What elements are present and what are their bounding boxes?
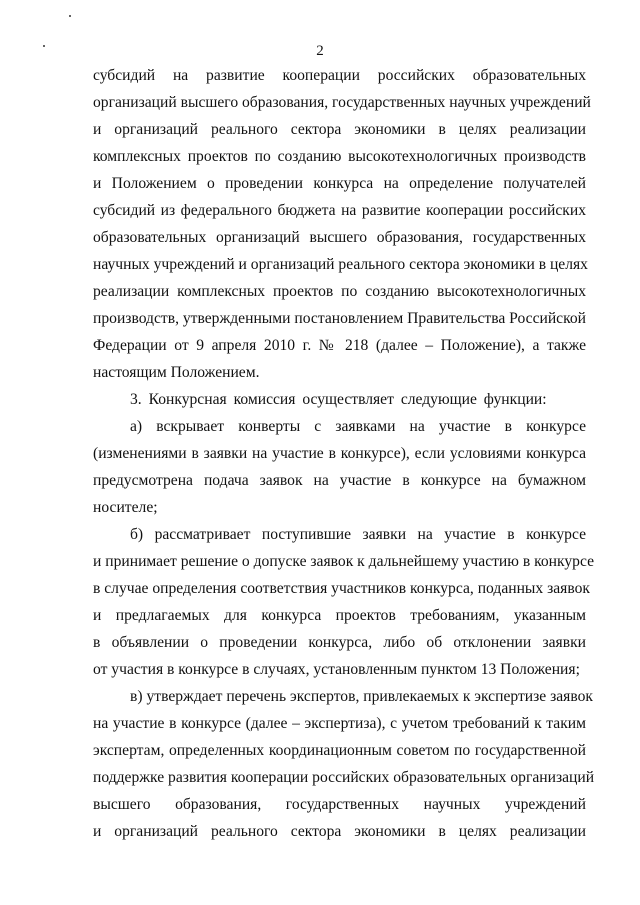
text-line: высшего образования, государственных научных учреждений [93,796,586,813]
text-line: и предлагаемых для конкурса проектов требованиям, указанным [93,607,586,624]
text-line: в случае определения соответствия участников конкурса, поданных заявок [93,580,590,597]
text-line: предусмотрена подача заявок на участие в конкурсе на бумажном [93,472,586,489]
page-number: 2 [316,43,324,59]
text-line: носителе; [93,499,158,516]
text-line: настоящим Положением. [93,364,260,381]
text-line: образовательных организаций высшего образования, государственных [93,229,586,246]
text-line: реализации комплексных проектов по созданию высокотехнологичных [93,283,586,300]
text-line: и Положением о проведении конкурса на определение получателей [93,175,586,192]
text-line: и организаций реального сектора экономики в целях реализации [93,823,586,840]
list-item-3: 3. Конкурсная комиссия осуществляет следующие функции: [130,391,547,408]
text-line: научных учреждений и организаций реального сектора экономики в целях [93,256,588,273]
text-line: поддержке развития кооперации российских образовательных организаций [93,769,595,786]
text-line: (изменениями в заявки на участие в конкурсе), если условиями конкурса [93,445,586,462]
text-line: и принимает решение о допуске заявок к дальнейшему участию в конкурсе [93,553,594,570]
text-line: комплексных проектов по созданию высокотехнологичных производств [93,148,586,165]
text-line: на участие в конкурсе (далее – экспертиза), с учетом требований к таким [93,715,586,732]
scan-speck [69,15,71,17]
text-line: от участия в конкурсе в случаях, установленным пунктом 13 Положения; [93,661,580,678]
text-line: а) вскрывает конверты с заявками на участие в конкурсе [130,418,586,435]
text-line: в объявлении о проведении конкурса, либо об отклонении заявки [93,634,586,651]
text-line: субсидий из федерального бюджета на развитие кооперации российских [93,202,586,219]
text-line: и организаций реального сектора экономики в целях реализации [93,121,586,138]
text-line: б) рассматривает поступившие заявки на участие в конкурсе [130,526,586,543]
text-line: экспертам, определенных координационным советом по государственной [93,742,586,759]
text-line: организаций высшего образования, государственных научных учреждений [93,94,591,111]
text-line: субсидий на развитие кооперации российских образовательных [93,67,586,84]
text-line: в) утверждает перечень экспертов, привлекаемых к экспертизе заявок [130,688,593,705]
text-line: Федерации от 9 апреля 2010 г. № 218 (далее – Положение), а также [93,337,586,354]
text-line: производств, утвержденными постановлением Правительства Российской [93,310,587,327]
